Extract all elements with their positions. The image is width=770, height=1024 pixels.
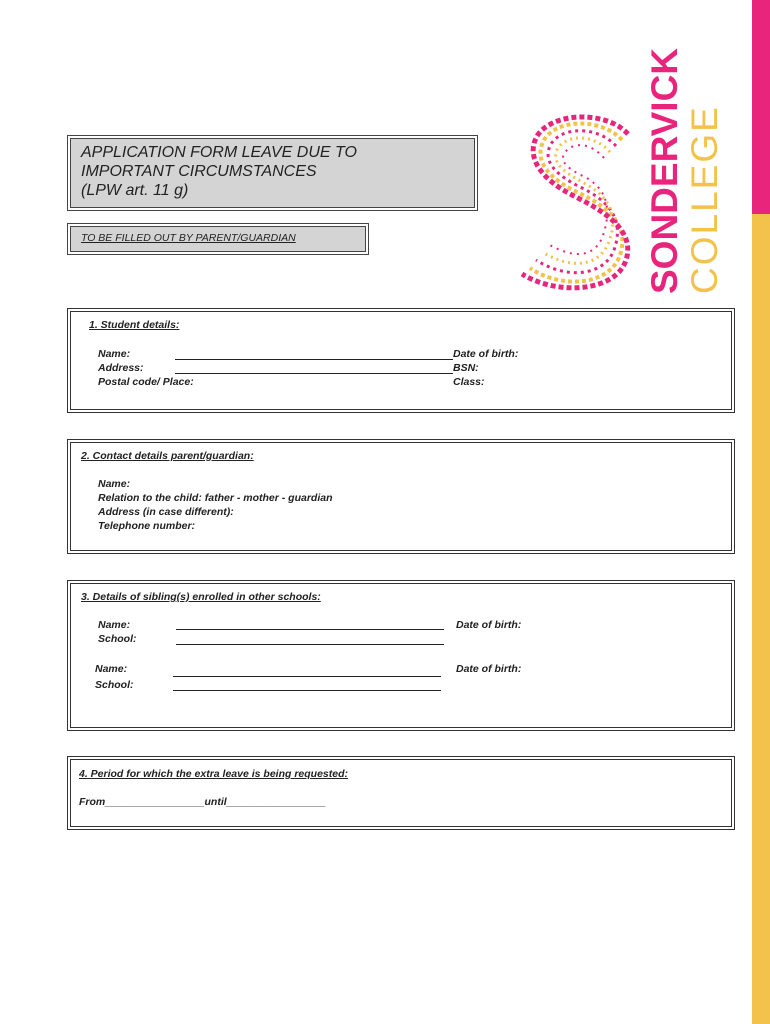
student-name-field[interactable] [175, 359, 453, 360]
parent-phone-label: Telephone number: [98, 520, 196, 532]
college-logo [512, 47, 725, 300]
parent-relation-label: Relation to the child: father - mother - guardian [98, 492, 333, 504]
form-title-box [70, 138, 475, 208]
instruction-text: TO BE FILLED OUT BY PARENT/GUARDIAN [81, 232, 296, 244]
sibling1-school-label: School: [98, 633, 137, 645]
student-address-label: Address: [98, 362, 144, 374]
sibling1-school-field[interactable] [176, 644, 444, 645]
sibling2-school-field[interactable] [173, 690, 441, 691]
section-student-details [70, 311, 732, 410]
sibling2-dob-label: Date of birth: [456, 663, 522, 675]
form-title-line3: (LPW art. 11 g) [81, 182, 189, 199]
form-title-line1: APPLICATION FORM LEAVE DUE TO [81, 144, 357, 161]
student-dob-label: Date of birth: [453, 348, 519, 360]
sibling1-dob-label: Date of birth: [456, 619, 522, 631]
student-class-label: Class: [453, 376, 485, 388]
logo-s-mark [512, 110, 637, 295]
logo-text-college: COLLEGE [684, 105, 725, 294]
student-address-field[interactable] [175, 373, 453, 374]
instruction-box [70, 226, 366, 252]
section-siblings [70, 583, 732, 728]
section3-heading: 3. Details of sibling(s) enrolled in other schools: [81, 591, 321, 603]
sibling2-school-label: School: [95, 679, 134, 691]
sibling1-name-label: Name: [98, 619, 131, 631]
form-title-line2: IMPORTANT CIRCUMSTANCES [81, 163, 317, 180]
edge-bar-yellow [752, 214, 770, 1024]
student-bsn-label: BSN: [453, 362, 479, 374]
edge-bar-pink [752, 0, 770, 214]
sibling2-name-field[interactable] [173, 676, 441, 677]
student-postal-label: Postal code/ Place: [98, 376, 194, 388]
section4-heading: 4. Period for which the extra leave is being requested: [79, 768, 348, 780]
sibling2-name-label: Name: [95, 663, 128, 675]
student-name-label: Name: [98, 348, 131, 360]
sibling1-name-field[interactable] [176, 629, 444, 630]
section2-heading: 2. Contact details parent/guardian: [81, 450, 254, 462]
section1-heading: 1. Student details: [89, 319, 180, 331]
logo-text-sondervick: SONDERVICK [644, 47, 685, 294]
parent-name-label: Name: [98, 478, 131, 490]
leave-period-field[interactable]: From_________________until_________________ [79, 796, 326, 808]
section-contact-details [70, 442, 732, 551]
parent-address-label: Address (in case different): [98, 506, 234, 518]
section-leave-period [70, 759, 732, 827]
